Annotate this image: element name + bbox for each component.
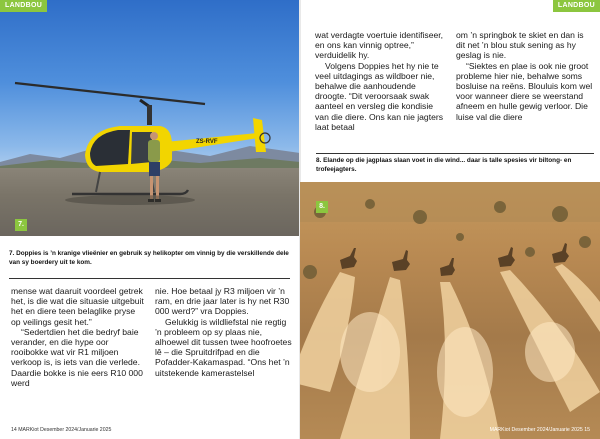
- article-column-1: [11, 286, 146, 388]
- photo-number-badge: 7.: [15, 219, 27, 231]
- veld-scene: [300, 182, 600, 439]
- page-folio: MARKiot Desember 2024/Januarie 2025 15: [489, 427, 590, 433]
- section-tag: LANDBOU: [553, 0, 600, 12]
- article-column-2: [155, 286, 293, 378]
- springbok-photo: [300, 182, 600, 439]
- paragraph: “Sedertdien het die bedryf baie verander, en die hype oor rooibokke wat vir R1 miljoen verkoop is, is iets van die verlede. Daardie bokke is nie eers R10 000 werd: [11, 326, 143, 388]
- article-column-3: [315, 30, 449, 132]
- photo-number-badge: 8.: [316, 201, 328, 213]
- helicopter-registration: ZS-RVF: [196, 139, 218, 145]
- right-page: [300, 0, 600, 439]
- paragraph: Volgens Doppies het hy nie te veel uitdagings as wildboer nie, behalwe die aanhoudende droogte. “Dit veroorsaak swak aanteel en versleg die kondisie van die diere. Ons kan nie jagters laat betaal: [315, 60, 444, 132]
- paragraph: mense wat daaruit voordeel getrek het, is die wat die situasie uitgebuit het en diere teen belaglike pryse op veilings gesit het.”: [11, 286, 144, 327]
- caption-divider: [316, 153, 594, 154]
- section-tag: LANDBOU: [0, 0, 47, 12]
- paragraph: om ’n springbok te skiet en dan is dit net ’n blou stuk sening as hy geslag is nie.: [456, 30, 584, 61]
- paragraph: Gelukkig is wildliefstal nie regtig ’n probleem op sy plaas nie, alhoewel dit tussen twee hoofroetes lê – die Spruitdrifpad en die Pofadder-Kakamaspad. “Ons het ’n uitstekende kamerastelsel: [155, 316, 292, 378]
- photo-caption: 8. Elande op die jagplaas slaan voet in die wind... daar is talle spesies vir biltong- en trofeejagters.: [316, 157, 572, 173]
- paragraph: “Siektes en plae is ook nie groot probleme hier nie, behalwe soms bosluise na reëns. Blouluis kom wel voor wanneer diere se weerstand afneem en hulle gewig verloor. Die luise val die diere: [456, 60, 593, 122]
- paragraph: nie. Hoe betaal jy R3 miljoen vir ’n ram, en drie jaar later is hy net R30 000 werd?” vra Doppies.: [155, 286, 290, 317]
- page-folio: 14 MARKiot Desember 2024/Januarie 2025: [11, 427, 112, 433]
- photo-caption: 7. Doppies is ’n kranige vlieënier en gebruik sy helikopter om vinnig by die verskillende dele van sy boerdery uit te kom.: [9, 250, 289, 266]
- helicopter-photo: [0, 0, 300, 236]
- helicopter: [0, 60, 300, 220]
- article-column-4: [456, 30, 594, 122]
- caption-divider: [9, 278, 290, 279]
- paragraph: wat verdagte voertuie identifiseer, en ons kan vinnig optree,” verduidelik hy.: [315, 30, 444, 61]
